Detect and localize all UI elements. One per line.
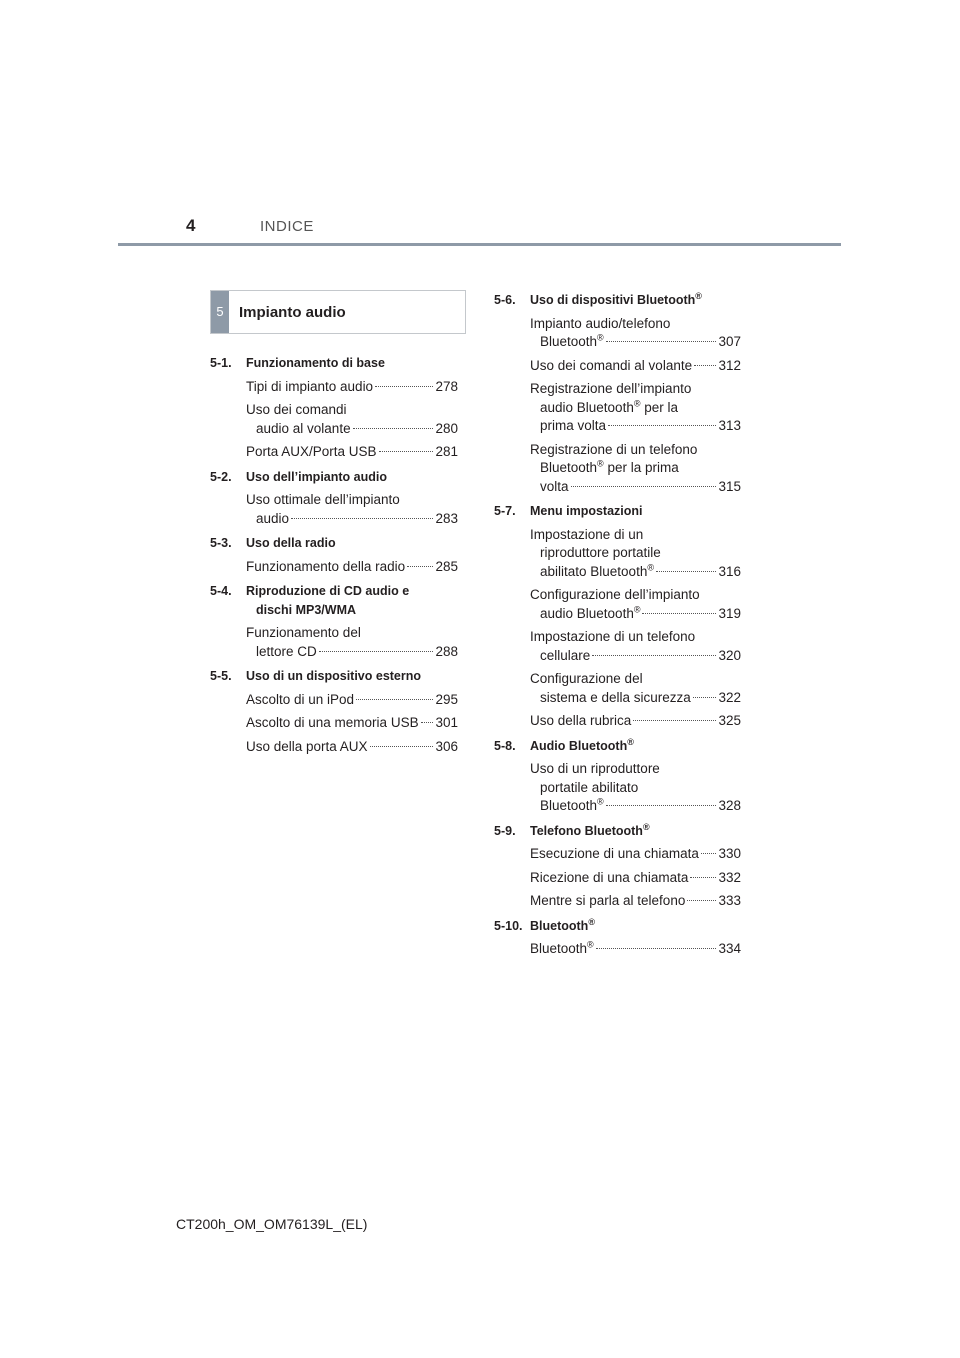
toc-entry-text-value: Mentre si parla al telefono xyxy=(530,893,686,908)
toc-entry-text xyxy=(246,691,354,710)
chapter-title-text: Riproduzione di CD audio e xyxy=(246,584,410,598)
toc-entry-text xyxy=(256,420,351,439)
section-title: Impianto audio xyxy=(239,304,346,321)
toc-entry-line: Impostazione di un telefono xyxy=(530,629,696,644)
toc-entry-line: Uso ottimale dell’impianto xyxy=(246,492,400,507)
header-title: INDICE xyxy=(260,218,314,235)
toc-entry-final-line xyxy=(530,333,741,352)
toc-entry-final-line xyxy=(246,738,458,757)
registered-mark: ® xyxy=(627,736,634,747)
toc-entry-text xyxy=(540,647,590,666)
dot-leader xyxy=(694,365,716,366)
chapter-heading xyxy=(494,502,741,521)
toc-entry-final-line xyxy=(530,647,741,666)
toc-entry-text xyxy=(540,563,654,582)
chapter-title-text: Funzionamento di base xyxy=(246,356,385,370)
toc-entry-text-value: Porta AUX/Porta USB xyxy=(246,444,377,459)
chapter-heading xyxy=(494,291,741,310)
toc-entry-final-line xyxy=(530,605,741,624)
dot-leader xyxy=(353,428,434,429)
toc-entry-final-line xyxy=(246,443,458,462)
toc-entry-text xyxy=(540,797,604,816)
chapter-heading xyxy=(210,534,458,553)
chapter-title-line2: dischi MP3/WMA xyxy=(256,602,357,617)
page-ref: 280 xyxy=(435,420,458,436)
toc-entry-text xyxy=(530,845,699,864)
toc-entry-final-line xyxy=(530,712,741,731)
chapter-title-text: Uso di un dispositivo esterno xyxy=(246,669,422,683)
toc-entry-line: Uso di un riproduttore xyxy=(530,761,660,776)
toc-entry-final-line xyxy=(530,563,741,582)
header-divider xyxy=(118,243,841,246)
chapter-title xyxy=(530,917,741,936)
page-ref: 330 xyxy=(718,846,741,861)
toc-entry-text-value: Esecuzione di una chiamata xyxy=(530,846,699,861)
toc-entry-text-value: Funzionamento della radio xyxy=(246,558,406,574)
chapter-number: 5-1. xyxy=(210,356,232,370)
toc-entry-text xyxy=(540,417,606,436)
toc-entry-text-value: Ricezione di una chiamata xyxy=(530,869,689,885)
toc-entry xyxy=(530,441,741,497)
dot-leader xyxy=(687,900,716,901)
chapter-number: 5-6. xyxy=(494,293,516,307)
chapter-title-text: Bluetooth xyxy=(530,918,589,933)
toc-entry-text-value: sistema e della sicurezza xyxy=(540,689,691,705)
chapter-heading xyxy=(494,917,741,936)
toc-entry-text-value: audio Bluetooth xyxy=(540,605,634,621)
chapter-title xyxy=(530,291,741,310)
toc-entry-text-value: abilitato Bluetooth xyxy=(540,563,648,579)
toc-entry-text xyxy=(246,714,419,733)
toc-entry-final-line xyxy=(246,714,458,733)
chapter-number: 5-8. xyxy=(494,738,516,753)
toc-entry-text-value: cellulare xyxy=(540,647,591,663)
toc-entry-text-value: volta xyxy=(540,478,569,494)
page-ref: 312 xyxy=(718,357,741,373)
toc-entry-text xyxy=(246,738,368,757)
registered-mark: ® xyxy=(695,290,702,301)
dot-leader xyxy=(606,805,717,806)
chapter-number: 5-4. xyxy=(210,584,232,598)
dot-leader xyxy=(596,948,717,949)
toc-entry xyxy=(530,628,741,665)
toc-entry-final-line xyxy=(246,378,458,397)
toc-entry-text xyxy=(530,712,631,731)
toc-entry-line: Impianto audio/telefono xyxy=(530,315,671,331)
registered-mark: ® xyxy=(588,916,595,927)
section-heading xyxy=(210,290,466,334)
chapter-title xyxy=(530,822,741,841)
page-number: 4 xyxy=(186,216,196,235)
chapter-title xyxy=(246,667,458,686)
dot-leader xyxy=(633,720,716,721)
toc-entry-text-value: Bluetooth xyxy=(530,941,588,956)
toc-entry-text xyxy=(540,605,640,624)
dot-leader xyxy=(319,651,434,652)
toc-entry-text xyxy=(530,940,594,959)
toc-entry xyxy=(530,712,741,731)
toc-entry-line: Bluetooth® per la prima xyxy=(540,458,679,475)
dot-leader xyxy=(407,566,433,567)
toc-entry-text-value: Bluetooth xyxy=(540,798,598,813)
chapter-heading xyxy=(210,468,458,487)
chapter-heading xyxy=(494,737,741,756)
registered-mark: ® xyxy=(633,604,641,614)
chapter-title xyxy=(530,502,741,521)
toc-entry xyxy=(530,357,741,376)
toc-entry-final-line xyxy=(246,558,458,577)
toc-entry-final-line xyxy=(530,845,741,864)
dot-leader xyxy=(690,877,716,878)
toc-entry-text-value: Uso della porta AUX xyxy=(246,738,368,754)
page-ref: 320 xyxy=(718,647,741,663)
toc-entry-text xyxy=(246,443,377,462)
toc-entry-text xyxy=(256,510,289,529)
chapter-title-text: Uso della radio xyxy=(246,536,336,550)
chapter-heading xyxy=(210,667,458,686)
toc-entry xyxy=(530,845,741,864)
dot-leader xyxy=(592,655,716,656)
page-header xyxy=(0,0,960,250)
toc-entry-line: Uso dei comandi xyxy=(246,402,347,417)
toc-entry-line: audio Bluetooth® per la xyxy=(540,398,678,415)
chapter-number: 5-2. xyxy=(210,469,232,484)
chapter-heading xyxy=(210,354,458,373)
toc-entry xyxy=(530,586,741,623)
registered-mark: ® xyxy=(642,821,650,832)
toc-entry-text-value: Uso della rubrica xyxy=(530,713,632,728)
registered-mark: ® xyxy=(597,332,604,343)
toc-entry xyxy=(530,670,741,707)
page-ref: 307 xyxy=(718,334,741,349)
document-code: CT200h_OM_OM76139L_(EL) xyxy=(176,1216,368,1232)
toc-entry xyxy=(246,558,458,577)
dot-leader xyxy=(370,746,434,747)
toc-entry-final-line xyxy=(246,691,458,710)
dot-leader xyxy=(642,613,716,614)
toc-entry-final-line xyxy=(246,643,458,662)
chapter-title xyxy=(246,354,458,373)
toc-left-column xyxy=(210,290,458,761)
toc-entry-text xyxy=(256,643,317,662)
page-ref: 301 xyxy=(435,715,458,730)
toc-entry xyxy=(246,738,458,757)
dot-leader xyxy=(701,853,717,854)
toc-right-list xyxy=(494,291,741,959)
dot-leader xyxy=(375,386,433,387)
toc-entry xyxy=(246,443,458,462)
toc-entry-final-line xyxy=(246,420,458,439)
toc-entry xyxy=(246,714,458,733)
chapter-number: 5-9. xyxy=(494,823,516,838)
toc-entry-final-line xyxy=(530,357,741,376)
toc-entry xyxy=(530,380,741,436)
dot-leader xyxy=(608,425,716,426)
chapter-title-text: Uso dell’impianto audio xyxy=(246,469,387,484)
toc-entry-final-line xyxy=(530,689,741,708)
toc-right-column xyxy=(494,285,741,964)
registered-mark: ® xyxy=(597,796,604,807)
toc-entry-final-line xyxy=(530,417,741,436)
page-ref: 315 xyxy=(718,478,741,494)
toc-entry-line: Registrazione dell’impianto xyxy=(530,381,692,396)
page-ref: 325 xyxy=(718,713,741,728)
toc-entry xyxy=(246,624,458,661)
chapter-number: 5-7. xyxy=(494,504,516,518)
dot-leader xyxy=(693,697,717,698)
toc-entry-text-value: Tipi di impianto audio xyxy=(246,378,374,394)
dot-leader xyxy=(606,341,717,342)
toc-entry xyxy=(530,940,741,959)
page-ref: 281 xyxy=(435,444,458,459)
toc-entry-final-line xyxy=(530,797,741,816)
toc-entry-text-value: audio al volante xyxy=(256,420,351,436)
toc-entry-line: Funzionamento del xyxy=(246,625,361,640)
page-ref: 316 xyxy=(718,563,741,579)
chapter-title-text: Uso di dispositivi Bluetooth xyxy=(530,293,696,307)
toc-entry xyxy=(530,526,741,582)
page-ref: 334 xyxy=(718,941,741,956)
chapter-title xyxy=(530,737,741,756)
toc-entry-text-value: Ascolto di un iPod xyxy=(246,691,355,707)
page-ref: 333 xyxy=(718,893,741,908)
toc-entry-final-line xyxy=(530,892,741,911)
toc-entry-final-line xyxy=(530,940,741,959)
toc-entry-text xyxy=(530,357,692,376)
toc-entry xyxy=(246,491,458,528)
toc-entry-final-line xyxy=(530,869,741,888)
chapter-title xyxy=(246,582,458,619)
toc-entry-text-value: prima volta xyxy=(540,418,607,433)
page-ref: 332 xyxy=(718,869,741,885)
dot-leader xyxy=(571,486,717,487)
chapter-heading xyxy=(210,582,458,619)
toc-entry-text xyxy=(530,892,685,911)
page-ref: 295 xyxy=(435,691,458,707)
registered-mark: ® xyxy=(587,939,594,950)
toc-entry-text-value: Ascolto di una memoria USB xyxy=(246,715,419,730)
chapter-title-text: Menu impostazioni xyxy=(530,504,643,518)
chapter-title-text: Audio Bluetooth xyxy=(530,738,628,753)
toc-entry-line: Impostazione di un xyxy=(530,526,644,542)
toc-entry-text xyxy=(540,333,604,352)
dot-leader xyxy=(656,571,717,572)
dot-leader xyxy=(379,451,434,452)
chapter-number: 5-5. xyxy=(210,669,232,683)
toc-entry-line: riproduttore portatile xyxy=(540,545,661,560)
toc-entry-line: Registrazione di un telefono xyxy=(530,441,698,457)
toc-entry-text xyxy=(540,478,569,497)
page-ref: 288 xyxy=(435,643,458,659)
toc-entry xyxy=(530,892,741,911)
toc-entry-text-value: Uso dei comandi al volante xyxy=(530,357,693,373)
toc-entry-line: Configurazione del xyxy=(530,671,643,686)
toc-entry xyxy=(530,315,741,352)
page-ref: 313 xyxy=(718,418,741,433)
page-ref: 306 xyxy=(435,738,458,754)
toc-entry-text-value: Bluetooth xyxy=(540,334,598,349)
toc-entry-text xyxy=(246,558,405,577)
toc-entry-line: Configurazione dell’impianto xyxy=(530,587,700,602)
chapter-title xyxy=(246,468,458,487)
chapter-title-text: Telefono Bluetooth xyxy=(530,823,643,838)
toc-entry-text xyxy=(540,689,691,708)
page-ref: 283 xyxy=(435,510,458,526)
page-ref: 278 xyxy=(435,378,458,394)
toc-entry xyxy=(246,378,458,397)
toc-entry-text-value: lettore CD xyxy=(256,643,317,659)
toc-entry-text xyxy=(530,869,688,888)
page-ref: 322 xyxy=(718,689,741,705)
toc-entry xyxy=(530,760,741,816)
dot-leader xyxy=(421,722,434,723)
toc-entry xyxy=(246,401,458,438)
registered-mark: ® xyxy=(647,562,654,572)
page-ref: 319 xyxy=(718,605,741,621)
chapter-heading xyxy=(494,822,741,841)
page-ref: 285 xyxy=(435,558,458,574)
dot-leader xyxy=(356,699,433,700)
toc-entry xyxy=(246,691,458,710)
chapter-number: 5-3. xyxy=(210,536,232,550)
toc-left-list xyxy=(210,354,458,756)
toc-entry-line: portatile abilitato xyxy=(540,779,639,795)
chapter-title xyxy=(246,534,458,553)
dot-leader xyxy=(291,518,433,519)
toc-entry-text xyxy=(246,378,373,397)
toc-entry-text-value: audio xyxy=(256,510,290,526)
toc-entry-final-line xyxy=(530,478,741,497)
page-ref: 328 xyxy=(718,798,741,813)
section-number: 5 xyxy=(211,291,229,333)
chapter-number: 5-10. xyxy=(494,918,523,933)
toc-entry xyxy=(530,869,741,888)
toc-entry-final-line xyxy=(246,510,458,529)
